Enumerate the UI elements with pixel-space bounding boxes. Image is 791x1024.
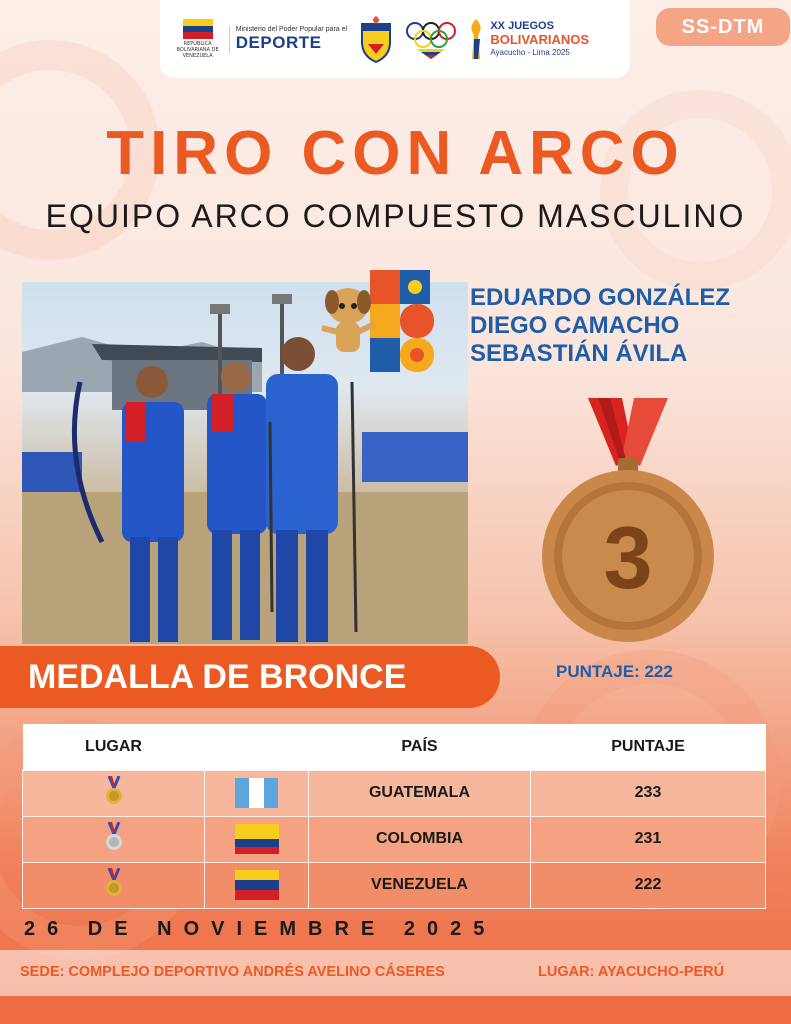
score-label: PUNTAJE: 222: [556, 662, 673, 681]
silver-medal-icon: [104, 822, 124, 852]
shield-icon: [356, 14, 396, 64]
venezuela-flag-icon: [183, 19, 213, 39]
table-row: [23, 816, 766, 862]
place-cell: [23, 862, 205, 908]
venezuela-logo: [174, 19, 222, 59]
ministry-logo: [229, 26, 349, 53]
games-line-1: XX JUEGOS: [490, 19, 554, 32]
olympic-rings-icon: [403, 17, 459, 61]
athlete-name: SEBASTIÁN ÁVILA: [470, 340, 688, 367]
page-title: TIRO CON ARCO: [106, 119, 685, 188]
score-cell: 233: [531, 770, 766, 816]
ministry-small-text: Ministerio del Poder Popular para el: [235, 25, 348, 33]
header-score: PUNTAJE: [531, 724, 766, 770]
colombia-flag-icon: [235, 824, 279, 854]
table-row: [23, 862, 766, 908]
athlete-name: DIEGO CAMACHO: [470, 312, 680, 339]
games-line-2: BOLIVARIANOS: [490, 31, 590, 47]
score-cell: 222: [531, 862, 766, 908]
athlete-list: [470, 284, 790, 368]
mascot-logo-icon: [318, 266, 458, 378]
country-cell: GUATEMALA: [309, 770, 531, 816]
results-table: [22, 724, 766, 909]
venue-text: SEDE: COMPLEJO DEPORTIVO ANDRÉS AVELINO CÁSERES: [20, 964, 445, 980]
games-torch-icon: [466, 17, 486, 61]
event-date: 26 DE NOVIEMBRE 2025: [24, 918, 497, 940]
location-text: LUGAR: AYACUCHO-PERÚ: [538, 964, 725, 980]
header-place: LUGAR: [23, 724, 205, 770]
header-flag: [205, 724, 309, 770]
flag-cell: [205, 816, 309, 862]
venezuela-caption: REPÚBLICA BOLIVARIANA DE VENEZUELA: [176, 41, 219, 59]
score-cell: 231: [531, 816, 766, 862]
code-badge: SS-DTM: [656, 8, 790, 46]
flag-cell: [205, 770, 309, 816]
bolivarian-games-logo: [466, 17, 616, 61]
guatemala-flag-icon: [235, 778, 279, 808]
games-line-3: Ayacucho - Lima 2025: [490, 47, 570, 57]
gold-medal-icon: [104, 868, 124, 898]
place-cell: [23, 770, 205, 816]
venezuela-flag-icon: [235, 870, 279, 900]
table-row: [23, 770, 766, 816]
ministry-big-text: DEPORTE: [235, 32, 322, 52]
place-cell: [23, 816, 205, 862]
bronze-medal-icon: [538, 396, 718, 646]
country-cell: VENEZUELA: [309, 862, 531, 908]
header-country: PAÍS: [309, 724, 531, 770]
gold-medal-icon: [104, 776, 124, 806]
flag-cell: [205, 862, 309, 908]
country-cell: COLOMBIA: [309, 816, 531, 862]
athlete-name: EDUARDO GONZÁLEZ: [470, 284, 730, 311]
page-subtitle: EQUIPO ARCO COMPUESTO MASCULINO: [45, 198, 746, 234]
sponsor-logo-bar: [160, 0, 630, 78]
medal-number: 3: [603, 508, 653, 607]
medal-banner: MEDALLA DE BRONCE: [0, 646, 500, 708]
